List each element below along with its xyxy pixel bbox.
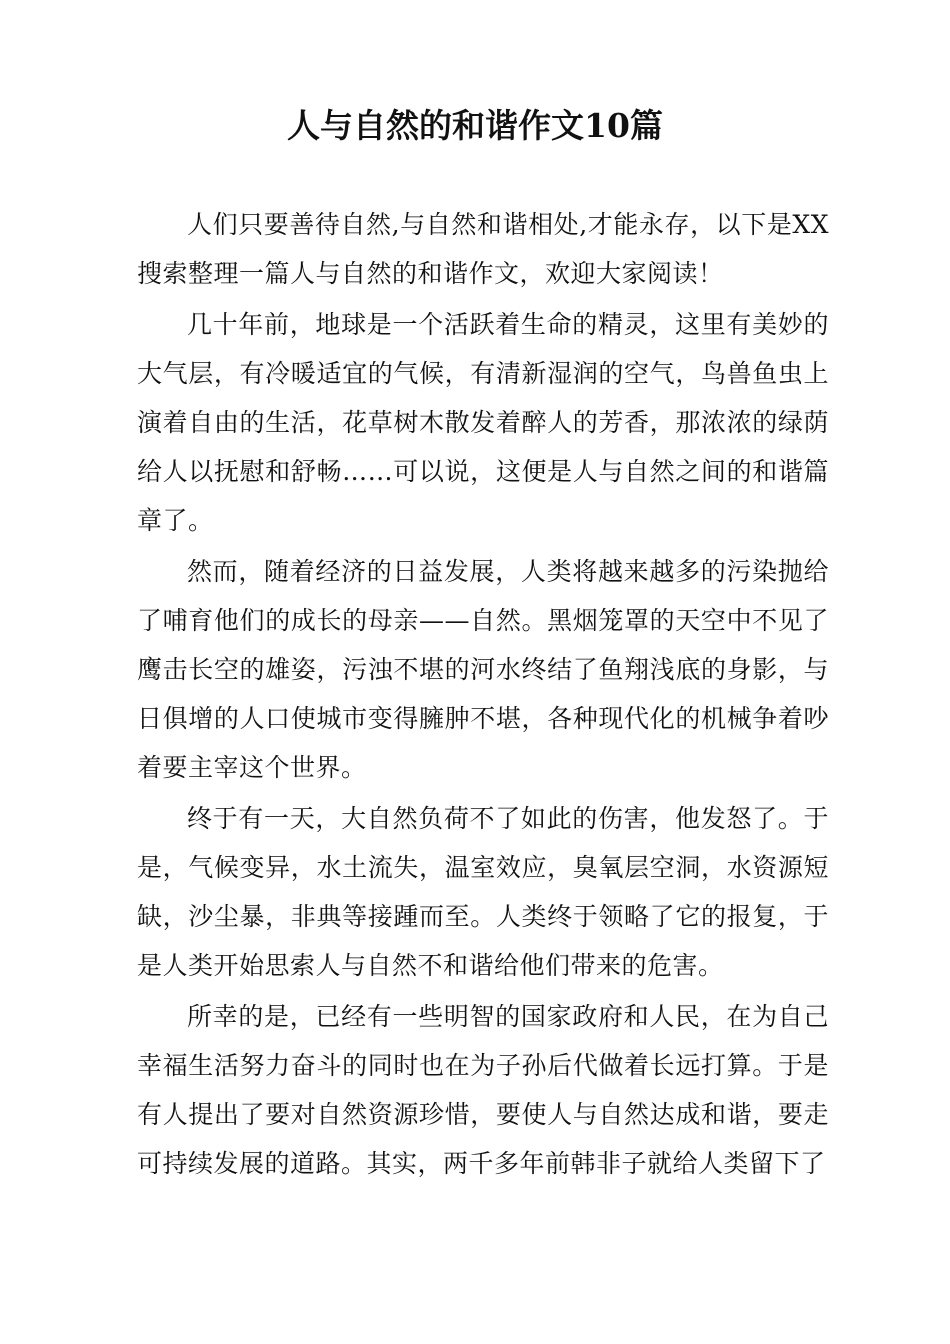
paragraph-nature-revenge: 终于有一天，大自然负荷不了如此的伤害，他发怒了。于是，气候变异，水土流失，温室效应，臭氧层空洞，水资源短缺，沙尘暴，非典等接踵而至。人类终于领略了它的报复，于是人类开始思索人与自然不和谐给他们带来的危害。 bbox=[137, 804, 829, 980]
paragraph-sustainable-development: 所幸的是，已经有一些明智的国家政府和人民，在为自己幸福生活努力奋斗的同时也在为子孙后代做着长远打算。于是有人提出了要对自然资源珍惜，要使人与自然达成和谐，要走可持续发展的道路。其实，两千多年前韩非子就给人类留下了 bbox=[137, 1002, 829, 1178]
paragraph-intro: 人们只要善待自然,与自然和谐相处,才能永存，以下是XX搜索整理一篇人与自然的和谐作文，欢迎大家阅读！ bbox=[137, 210, 829, 288]
paragraph-pollution: 然而，随着经济的日益发展，人类将越来越多的污染抛给了哺育他们的成长的母亲——自然。黑烟笼罩的天空中不见了鹰击长空的雄姿，污浊不堪的河水终结了鱼翔浅底的身影，与日俱增的人口使城市变得臃肿不堪，各种现代化的机械争着吵着要主宰这个世界。 bbox=[137, 557, 829, 782]
paragraph-past-harmony: 几十年前，地球是一个活跃着生命的精灵，这里有美妙的大气层，有冷暖适宜的气候，有清新湿润的空气，鸟兽鱼虫上演着自由的生活，花草树木散发着醉人的芳香，那浓浓的绿荫给人以抚慰和舒畅……可以说，这便是人与自然之间的和谐篇章了。 bbox=[137, 310, 829, 535]
document-body bbox=[137, 200, 829, 1190]
document-title: 人与自然的和谐作文10篇 bbox=[287, 106, 663, 145]
